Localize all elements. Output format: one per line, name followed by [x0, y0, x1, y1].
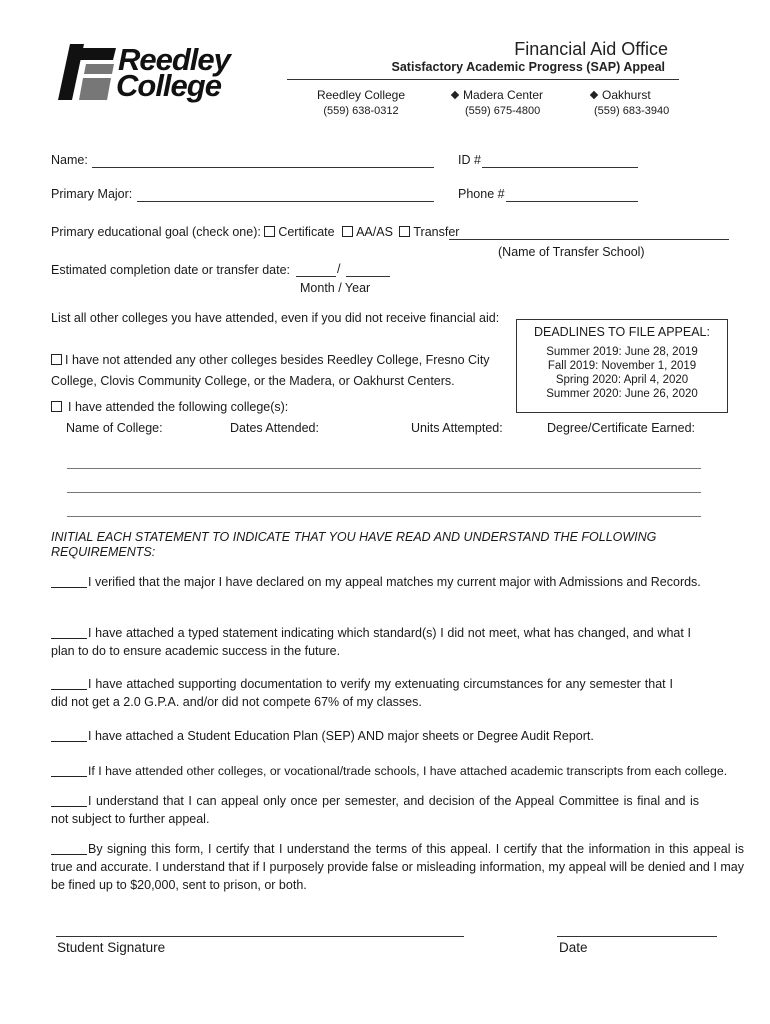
- checkbox-icon[interactable]: [51, 401, 62, 412]
- option-attended-label: I have attended the following college(s):: [68, 400, 289, 414]
- completion-caption: Month / Year: [300, 281, 371, 295]
- statement-6: [51, 792, 699, 828]
- major-label: Primary Major:: [51, 187, 133, 201]
- logo-text-college: College: [116, 68, 221, 103]
- statement-1: [51, 573, 744, 591]
- column-header-degree: Degree/Certificate Earned:: [547, 421, 695, 435]
- checkbox-icon[interactable]: [399, 226, 410, 237]
- initial-heading: INITIAL EACH STATEMENT TO INDICATE THAT YOU HAVE READ AND UNDERSTAND THE FOLLOWING REQUIREMENTS:: [51, 530, 657, 559]
- completion-month-field[interactable]: [296, 276, 336, 277]
- college-logo: [56, 44, 290, 102]
- goal-certificate-option[interactable]: [264, 225, 334, 239]
- statement-text: I have attached a typed statement indicating which standard(s) I did not meet, what has changed, and what I plan to do to ensure academic success in the future.: [51, 626, 691, 658]
- initial-field[interactable]: [51, 842, 87, 855]
- goal-option-label: Certificate: [278, 225, 335, 239]
- deadline-item: Fall 2019: November 1, 2019: [547, 360, 697, 372]
- deadline-item: Summer 2019: June 28, 2019: [546, 346, 698, 358]
- statement-text: I understand that I can appeal only once per semester, and decision of the Appeal Committee is final and is not subject to further appeal.: [51, 794, 699, 826]
- college-entry-line[interactable]: [67, 516, 701, 517]
- campus-oakhurst: [591, 88, 691, 117]
- id-field[interactable]: [482, 167, 638, 168]
- deadlines-title: DEADLINES TO FILE APPEAL:: [533, 325, 710, 339]
- transfer-school-caption: (Name of Transfer School): [498, 245, 645, 259]
- campus-phone: (559) 683-3940: [594, 105, 670, 117]
- student-signature-label: Student Signature: [57, 940, 166, 955]
- major-field[interactable]: [137, 201, 434, 202]
- option-not-attended[interactable]: [51, 350, 491, 392]
- deadline-item: Summer 2020: June 26, 2020: [546, 388, 698, 400]
- college-entry-line[interactable]: [67, 468, 701, 469]
- column-header-dates: Dates Attended:: [230, 421, 319, 435]
- checkbox-icon[interactable]: [264, 226, 275, 237]
- initial-field[interactable]: [51, 626, 87, 639]
- checkbox-icon[interactable]: [342, 226, 353, 237]
- logo-text-reedley: Reedley: [118, 42, 230, 77]
- statement-text: If I have attended other colleges, or vocational/trade schools, I have attached academic transcripts from each college.: [88, 764, 728, 778]
- office-title: Financial Aid Office: [514, 39, 668, 59]
- campus-name: Madera Center: [463, 88, 544, 102]
- completion-label: Estimated completion date or transfer date:: [51, 263, 291, 277]
- logo-mark-icon: [56, 44, 118, 102]
- student-signature-field[interactable]: [56, 936, 464, 937]
- date-field[interactable]: [557, 936, 717, 937]
- column-header-college: Name of College:: [66, 421, 163, 435]
- statement-3: [51, 675, 673, 711]
- statement-2: [51, 624, 691, 660]
- name-field[interactable]: [92, 167, 434, 168]
- colleges-prompt: List all other colleges you have attended, even if you did not receive financial aid:: [51, 311, 500, 325]
- completion-separator: /: [337, 262, 341, 276]
- initial-field[interactable]: [51, 575, 87, 588]
- name-label: Name:: [51, 153, 88, 167]
- campus-reedley: [316, 88, 406, 117]
- goal-aaas-option[interactable]: [342, 225, 393, 239]
- option-attended[interactable]: [51, 400, 288, 414]
- goal-transfer-option[interactable]: [399, 225, 459, 239]
- option-not-attended-label: I have not attended any other colleges besides Reedley College, Fresno City College, Clovis Community College, or the Madera, or Oakhurst Centers.: [51, 353, 490, 388]
- campus-phone: (559) 638-0312: [323, 105, 399, 117]
- initial-field[interactable]: [51, 764, 87, 777]
- goal-row: [51, 225, 459, 239]
- initial-field[interactable]: [51, 677, 87, 690]
- checkbox-icon[interactable]: [51, 354, 62, 365]
- statement-text: By signing this form, I certify that I understand the terms of this appeal. I certify that the information in this appeal is true and accurate. I understand that if I purposely provide false or misleading information, my appeal will be denied and I may be fined up to $20,000, sent to prison, or both.: [51, 842, 744, 892]
- goal-label: Primary educational goal (check one):: [51, 225, 261, 239]
- goal-option-label: Transfer: [413, 225, 460, 239]
- column-header-units: Units Attempted:: [411, 421, 503, 435]
- statement-7: [51, 840, 744, 894]
- deadline-item: Spring 2020: April 4, 2020: [555, 374, 689, 386]
- campus-name: Reedley College: [316, 88, 406, 102]
- header-rule: [287, 79, 679, 80]
- statement-5: [51, 762, 751, 780]
- deadlines-box: [516, 319, 728, 413]
- completion-year-field[interactable]: [346, 276, 390, 277]
- statement-4: [51, 727, 744, 745]
- phone-field[interactable]: [506, 201, 638, 202]
- initial-field[interactable]: [51, 794, 87, 807]
- form-title: Satisfactory Academic Progress (SAP) Appeal: [391, 60, 665, 74]
- statement-text: I have attached supporting documentation to verify my extenuating circumstances for any semester that I did not get a 2.0 G.P.A. and/or did not compete 67% of my classes.: [51, 677, 673, 709]
- id-label: ID #: [458, 153, 481, 167]
- transfer-school-field[interactable]: [449, 239, 729, 240]
- campus-name: Oakhurst: [602, 88, 651, 102]
- initial-field[interactable]: [51, 729, 87, 742]
- campus-phone: (559) 675-4800: [465, 105, 541, 117]
- campus-madera: [452, 88, 552, 117]
- diamond-bullet-icon: [590, 91, 598, 99]
- diamond-bullet-icon: [451, 91, 459, 99]
- goal-option-label: AA/AS: [356, 225, 393, 239]
- college-entry-line[interactable]: [67, 492, 701, 493]
- date-label: Date: [559, 940, 588, 955]
- statement-text: I verified that the major I have declared on my appeal matches my current major with Admissions and Records.: [88, 575, 701, 589]
- statement-text: I have attached a Student Education Plan (SEP) AND major sheets or Degree Audit Report.: [88, 729, 594, 743]
- phone-label: Phone #: [458, 187, 505, 201]
